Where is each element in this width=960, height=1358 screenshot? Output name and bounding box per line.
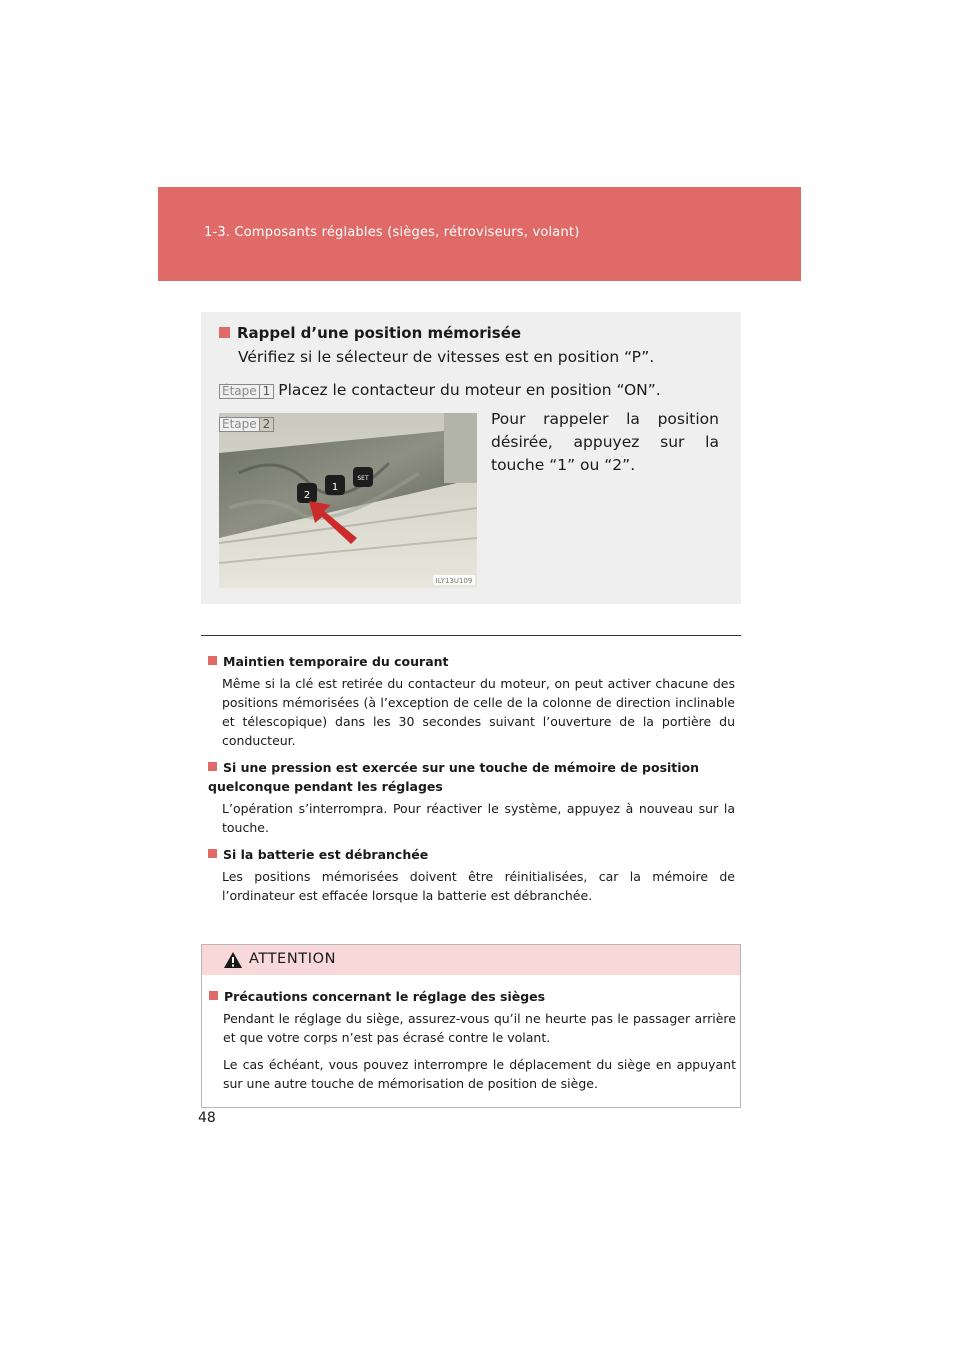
step-2-badge	[219, 413, 274, 432]
memory-buttons-photo	[219, 413, 477, 588]
section-title: 1-3. Composants réglables (sièges, rétroviseurs, volant)	[204, 225, 580, 240]
warning-header	[202, 945, 740, 975]
recall-intro: Vérifiez si le sélecteur de vitesses est en position “P”.	[238, 348, 655, 366]
step-number: 1	[260, 384, 275, 399]
warning-body	[209, 987, 736, 1101]
step-label: Étape	[219, 417, 260, 432]
svg-text:2: 2	[303, 490, 311, 501]
warning-triangle-icon	[224, 952, 242, 968]
square-bullet-icon	[209, 991, 218, 1000]
note-body: Les positions mémorisées doivent être réinitialisées, car la mémoire de l’ordinateur est effacée lorsque la batterie est débranchée.	[222, 869, 735, 903]
note-title: Si une pression est exercée sur une touche de mémoire de position quelconque pendant les réglages	[208, 760, 700, 794]
section-divider	[201, 635, 741, 636]
square-bullet-icon	[219, 327, 230, 338]
note-body: L’opération s’interrompra. Pour réactiver le système, appuyez à nouveau sur la touche.	[222, 801, 735, 835]
step-number: 2	[260, 417, 275, 432]
notes-section	[208, 652, 735, 913]
step-2-text: Pour rappeler la position désirée, appuyez sur la touche “1” ou “2”.	[491, 410, 719, 474]
step-label: Étape	[219, 384, 260, 399]
svg-text:1: 1	[331, 482, 339, 493]
note-body: Même si la clé est retirée du contacteur du moteur, on peut activer chacune des positions mémorisées (à l’exception de celle de la colonne de direction inclinable et télescopique) dans les 30 secondes suivant l’ouverture de la portière du conducteur.	[222, 676, 735, 748]
step-1-text: Placez le contacteur du moteur en position “ON”.	[278, 381, 661, 399]
note-title: Si la batterie est débranchée	[208, 845, 735, 864]
image-code: ILY13U109	[435, 577, 473, 585]
square-bullet-icon	[208, 849, 217, 858]
section-header	[158, 187, 801, 281]
recall-heading: Rappel d’une position mémorisée	[219, 324, 521, 342]
warning-paragraph: Pendant le réglage du siège, assurez-vous qu’il ne heurte pas le passager arrière et que votre corps n’est pas écrasé contre le volant.	[223, 1011, 736, 1045]
door-panel-illustration	[219, 413, 477, 588]
warning-box	[201, 944, 741, 1108]
square-bullet-icon	[208, 762, 217, 771]
square-bullet-icon	[208, 656, 217, 665]
note-title: Maintien temporaire du courant	[208, 652, 735, 671]
recall-panel	[201, 312, 741, 604]
warning-paragraph: Le cas échéant, vous pouvez interrompre le déplacement du siège en appuyant sur une autre touche de mémorisation de position de siège.	[223, 1057, 736, 1091]
svg-text:SET: SET	[357, 475, 369, 482]
page-number: 48	[198, 1110, 216, 1126]
warning-title: ATTENTION	[249, 951, 337, 967]
warning-subtitle: Précautions concernant le réglage des sièges	[209, 987, 736, 1006]
step-1	[219, 381, 661, 399]
